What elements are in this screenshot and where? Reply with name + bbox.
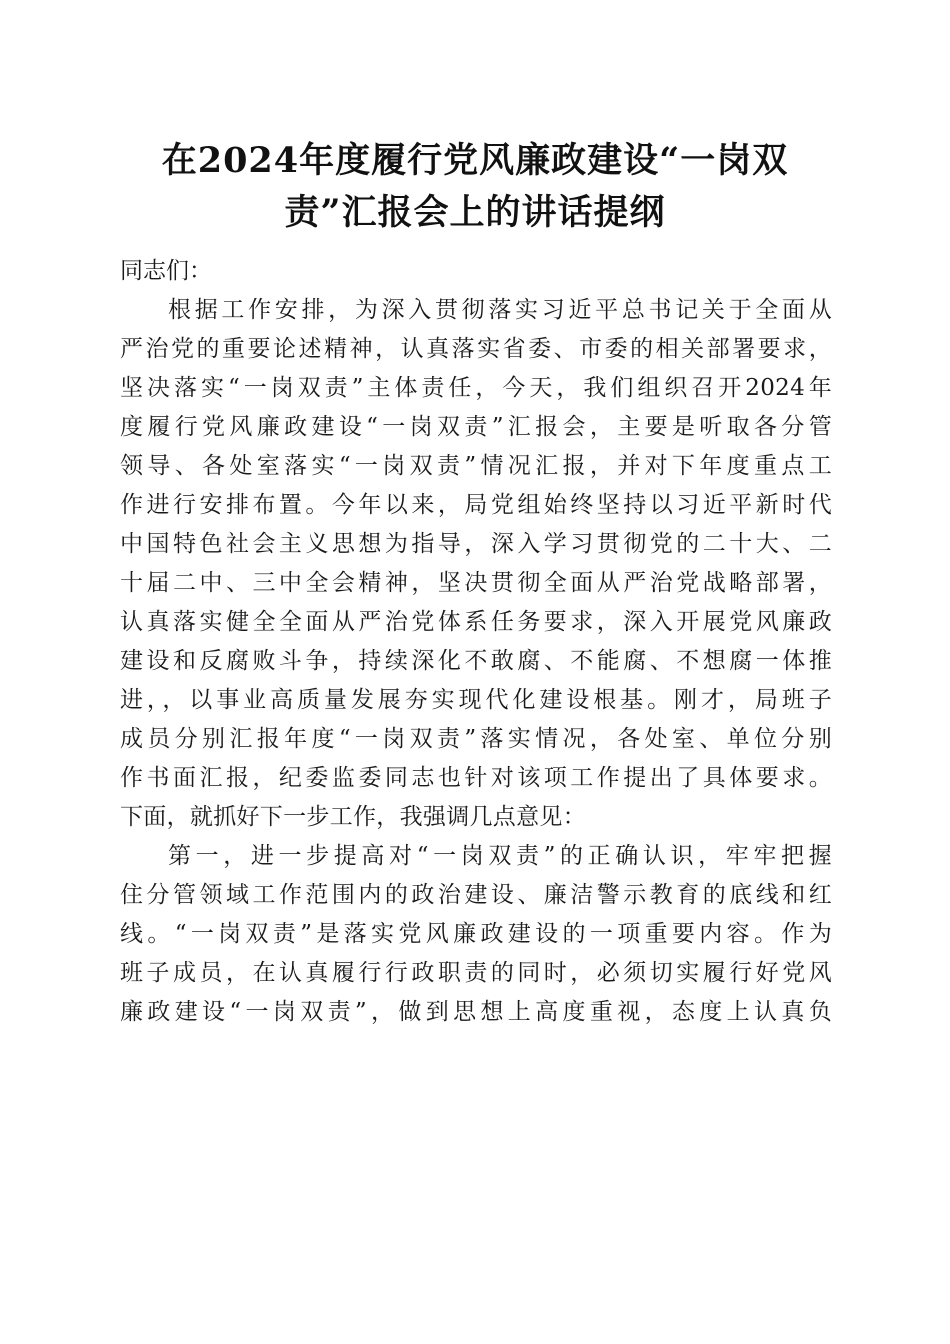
paragraph-1 [120,291,832,837]
paragraph-line: 中国特色社会主义思想为指导，深入学习贯彻党的二十大、二 [120,531,832,557]
paragraph-2 [120,837,832,1032]
paragraph-line: 坚决落实“一岗双责”主体责任，今天，我们组织召开2024年 [120,375,832,401]
title-line-2: 责”汇报会上的讲话提纲 [284,192,666,233]
title-line-1: 在2024年度履行党风廉政建设“一岗双 [161,140,789,181]
paragraph-line: 建设和反腐败斗争，持续深化不敢腐、不能腐、不想腐一体推 [120,648,832,674]
paragraph-line: 进，，以事业高质量发展夯实现代化建设根基。刚才，局班子 [120,687,832,713]
paragraph-line: 严治党的重要论述精神，认真落实省委、市委的相关部署要求， [120,336,832,362]
paragraph-line: 根据工作安排，为深入贯彻落实习近平总书记关于全面从 [168,297,832,323]
paragraph-line: 班子成员，在认真履行行政职责的同时，必须切实履行好党风 [120,960,832,986]
paragraph-line: 廉政建设“一岗双责”，做到思想上高度重视，态度上认真负 [120,999,832,1025]
paragraph-line: 第一，进一步提高对“一岗双责”的正确认识，牢牢把握 [168,843,832,869]
paragraph-line: 成员分别汇报年度“一岗双责”落实情况，各处室、单位分别 [120,726,832,752]
paragraph-line: 作书面汇报，纪委监委同志也针对该项工作提出了具体要求。 [120,765,832,791]
paragraph-line: 十届二中、三中全会精神，坚决贯彻全面从严治党战略部署， [120,570,832,596]
paragraph-line: 线。“一岗双责”是落实党风廉政建设的一项重要内容。作为 [120,921,832,947]
document-body [120,252,832,1032]
paragraph-line: 住分管领域工作范围内的政治建设、廉洁警示教育的底线和红 [120,882,832,908]
document-title [120,135,830,239]
paragraph-line: 作进行安排布置。今年以来，局党组始终坚持以习近平新时代 [120,492,832,518]
paragraph-line: 领导、各处室落实“一岗双责”情况汇报，并对下年度重点工 [120,453,832,479]
greeting: 同志们： [120,258,212,284]
paragraph-line: 认真落实健全全面从严治党体系任务要求，深入开展党风廉政 [120,609,832,635]
paragraph-line: 度履行党风廉政建设“一岗双责”汇报会，主要是听取各分管 [120,414,832,440]
paragraph-line: 下面，就抓好下一步工作，我强调几点意见： [120,804,586,830]
